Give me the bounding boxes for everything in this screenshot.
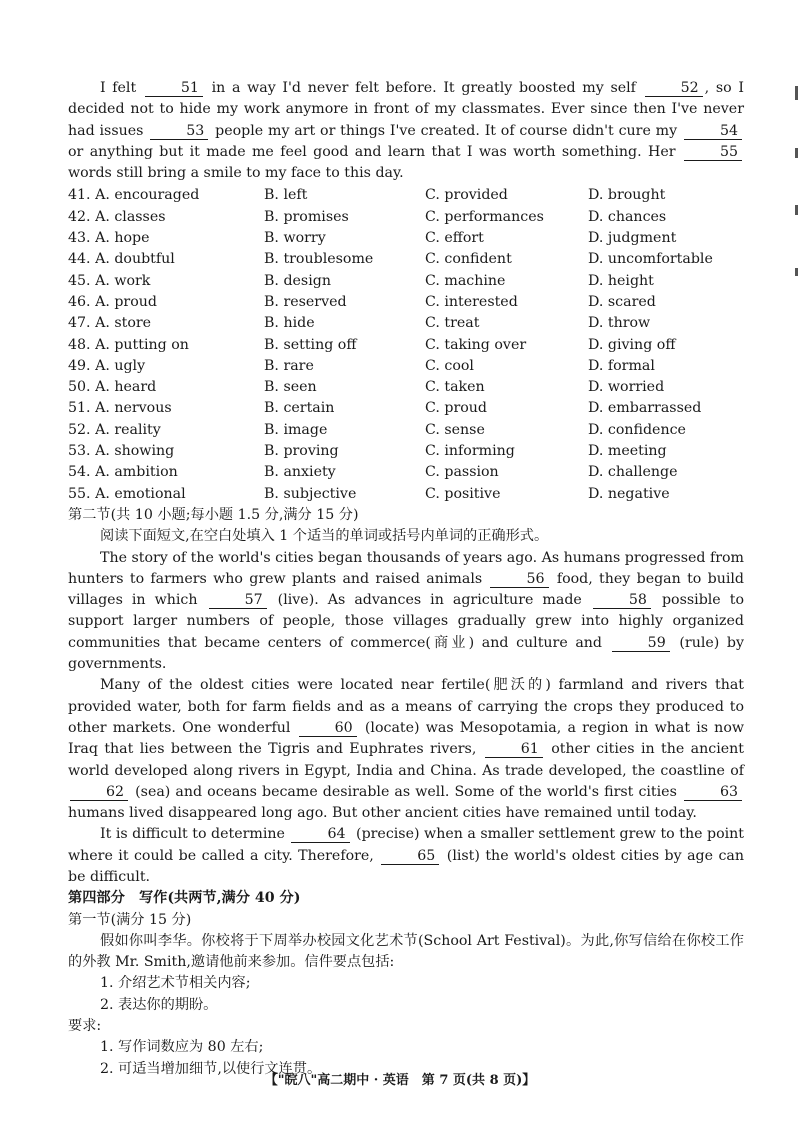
options-table [68, 185, 744, 504]
option-c: C. taking over [425, 336, 527, 353]
option-d: D. scared [588, 293, 656, 310]
option-b: B. left [264, 187, 308, 204]
passage-text: in a way I'd never felt before. It greatly boosted my self [211, 80, 636, 96]
option-b: B. proving [264, 443, 339, 460]
section-2-instruction: 阅读下面短文,在空白处填入 1 个适当的单词或括号内单词的正确形式。 [100, 528, 549, 545]
option-b: B. promises [264, 208, 349, 225]
option-a: 47. A. store [68, 315, 152, 332]
option-row [68, 185, 744, 206]
option-a: 52. A. reality [68, 421, 161, 438]
option-c: C. informing [425, 443, 515, 460]
option-row [68, 292, 744, 313]
passage-text: Many of the oldest cities were located near fertile(肥沃的) farmland and rivers that provided water, both for farm fields and as a means of carrying the crops they produced to other markets. One wonderful [68, 677, 744, 736]
blank-51: 51 [145, 81, 203, 97]
passage-text: possible to support larger numbers of people, those villages gradually grew into highly organized communities that became centers of commerce(商业) and culture and [68, 592, 744, 651]
option-a: 48. A. putting on [68, 336, 189, 353]
option-b: B. rare [264, 357, 314, 374]
option-row [68, 313, 744, 334]
option-d: D. formal [588, 357, 655, 374]
requirements-label: 要求: [68, 1018, 102, 1035]
option-b: B. reserved [264, 293, 347, 310]
option-d: D. throw [588, 315, 651, 332]
option-row [68, 420, 744, 441]
option-b: B. design [264, 272, 331, 289]
requirement-2: 2. 可适当增加细节,以使行文连贯。 [100, 1060, 322, 1077]
option-a: 42. A. classes [68, 208, 166, 225]
blank-63: 63 [684, 785, 742, 801]
option-b: B. troublesome [264, 251, 374, 268]
option-d: D. giving off [588, 336, 676, 353]
blank-58: 58 [593, 593, 651, 609]
option-a: 50. A. heard [68, 379, 157, 396]
option-b: B. anxiety [264, 464, 336, 481]
passage-text: It is difficult to determine [100, 826, 285, 843]
option-a: 49. A. ugly [68, 357, 146, 374]
blank-52: 52 [645, 81, 703, 97]
option-d: D. negative [588, 485, 670, 502]
option-row [68, 441, 744, 462]
option-c: C. treat [425, 315, 480, 332]
blank-65: 65 [381, 849, 439, 865]
scan-edge-mark [795, 86, 798, 100]
option-b: B. seen [264, 379, 317, 396]
option-d: D. uncomfortable [588, 251, 713, 268]
passage-text: (list) the world's oldest cities by age can be difficult. [68, 847, 745, 885]
option-d: D. challenge [588, 464, 678, 481]
option-b: B. hide [264, 315, 315, 332]
passage-text: (rule) by governments. [68, 634, 745, 673]
option-d: D. embarrassed [588, 400, 702, 417]
option-b: B. certain [264, 400, 335, 417]
blank-53: 53 [150, 124, 208, 140]
passage-text: words still bring a smile to my face to this day. [68, 165, 404, 182]
option-a: 55. A. emotional [68, 485, 186, 502]
option-d: D. judgment [588, 230, 677, 247]
option-c: C. proud [425, 400, 487, 417]
blank-61: 61 [485, 742, 543, 758]
option-row [68, 207, 744, 228]
option-c: C. machine [425, 272, 506, 289]
passage-text: (sea) and oceans became desirable as well. Some of the world's first cities [135, 783, 677, 800]
option-row [68, 377, 744, 398]
section-2-title: 第二节(共 10 小题;每小题 1.5 分,满分 15 分) [68, 506, 359, 523]
passage-text: food, they began to build villages in which [68, 570, 744, 609]
exam-page [68, 78, 744, 1080]
passage-text: (precise) when a smaller settlement grew to the point where it could be called a city. Therefore, [68, 826, 744, 864]
passage-text: or anything but it made me feel good and learn that I was worth something. Her [68, 143, 676, 160]
option-c: C. effort [425, 230, 484, 247]
page-footer: 【"皖八"高二期中 · 英语 第 7 页(共 8 页)】 [264, 1073, 536, 1088]
option-b: B. subjective [264, 485, 357, 502]
option-row [68, 398, 744, 419]
option-row [68, 228, 744, 249]
option-row [68, 335, 744, 356]
option-c: C. performances [425, 208, 544, 225]
passage-text: other cities in the ancient world developed along rivers in Egypt, India and China. As trade developed, the coastline of [68, 741, 744, 779]
option-c: C. cool [425, 357, 474, 374]
option-b: B. setting off [264, 336, 357, 353]
passage-text: (locate) was Mesopotamia, a region in what is now Iraq that lies between the Tigris and Euphrates rivers, [68, 719, 745, 758]
option-c: C. passion [425, 464, 499, 481]
option-a: 44. A. doubtful [68, 251, 175, 268]
option-row [68, 271, 744, 292]
option-d: D. meeting [588, 443, 667, 460]
cloze-passage-ending [68, 78, 744, 184]
option-a: 54. A. ambition [68, 464, 178, 481]
option-d: D. confidence [588, 421, 686, 438]
option-a: 51. A. nervous [68, 400, 172, 417]
blank-55: 55 [684, 145, 742, 161]
option-row [68, 484, 744, 505]
passage-text: , so I decided not to hide my work anymore in front of my classmates. Ever since then I've never had issues [68, 80, 744, 139]
option-a: 41. A. encouraged [68, 187, 200, 204]
blank-60: 60 [299, 721, 357, 737]
option-row [68, 249, 744, 270]
part-4-title: 第四部分 写作(共两节,满分 40 分) [68, 890, 301, 907]
option-c: C. taken [425, 379, 485, 396]
grammar-paragraph-3 [68, 824, 744, 888]
requirement-1: 1. 写作词数应为 80 左右; [100, 1039, 264, 1056]
blank-57: 57 [209, 593, 267, 609]
blank-54: 54 [684, 124, 742, 140]
option-d: D. brought [588, 187, 666, 204]
scan-edge-mark [795, 148, 798, 158]
scan-edge-mark [795, 268, 798, 276]
blank-62: 62 [70, 785, 128, 801]
part-4-subsection-title: 第一节(满分 15 分) [68, 911, 192, 928]
passage-text: people my art or things I've created. It of course didn't cure my [215, 122, 678, 139]
option-row [68, 462, 744, 483]
option-b: B. image [264, 421, 328, 438]
option-d: D. chances [588, 208, 667, 225]
option-c: C. confident [425, 251, 512, 268]
option-a: 53. A. showing [68, 443, 175, 460]
option-a: 43. A. hope [68, 230, 150, 247]
blank-56: 56 [490, 572, 548, 588]
writing-point-1: 1. 介绍艺术节相关内容; [100, 975, 251, 992]
option-c: C. sense [425, 421, 485, 438]
blank-64: 64 [291, 827, 349, 843]
passage-text: humans lived disappeared long ago. But other ancient cities have remained until today. [68, 805, 697, 822]
blank-59: 59 [612, 636, 670, 652]
option-c: C. provided [425, 187, 508, 204]
passage-text: (live). As advances in agriculture made [277, 592, 582, 609]
grammar-paragraph-1 [68, 548, 744, 676]
option-d: D. height [588, 272, 654, 289]
scan-edge-mark [795, 205, 798, 215]
writing-point-2: 2. 表达你的期盼。 [100, 996, 218, 1013]
option-row [68, 356, 744, 377]
passage-text: The story of the world's cities began thousands of years ago. As humans progressed from hunters to farmers who grew plants and raised animals [68, 549, 744, 587]
option-a: 46. A. proud [68, 293, 157, 310]
option-c: C. positive [425, 485, 501, 502]
option-a: 45. A. work [68, 272, 151, 289]
option-b: B. worry [264, 230, 326, 247]
writing-prompt: 假如你叫李华。你校将于下周举办校园文化艺术节(School Art Festival)。为此,你写信给在你校工作的外教 Mr. Smith,邀请他前来参加。信件要点包括: [68, 932, 744, 971]
passage-text: I felt [100, 80, 137, 96]
option-c: C. interested [425, 293, 518, 310]
option-d: D. worried [588, 379, 665, 396]
grammar-paragraph-2 [68, 675, 744, 824]
